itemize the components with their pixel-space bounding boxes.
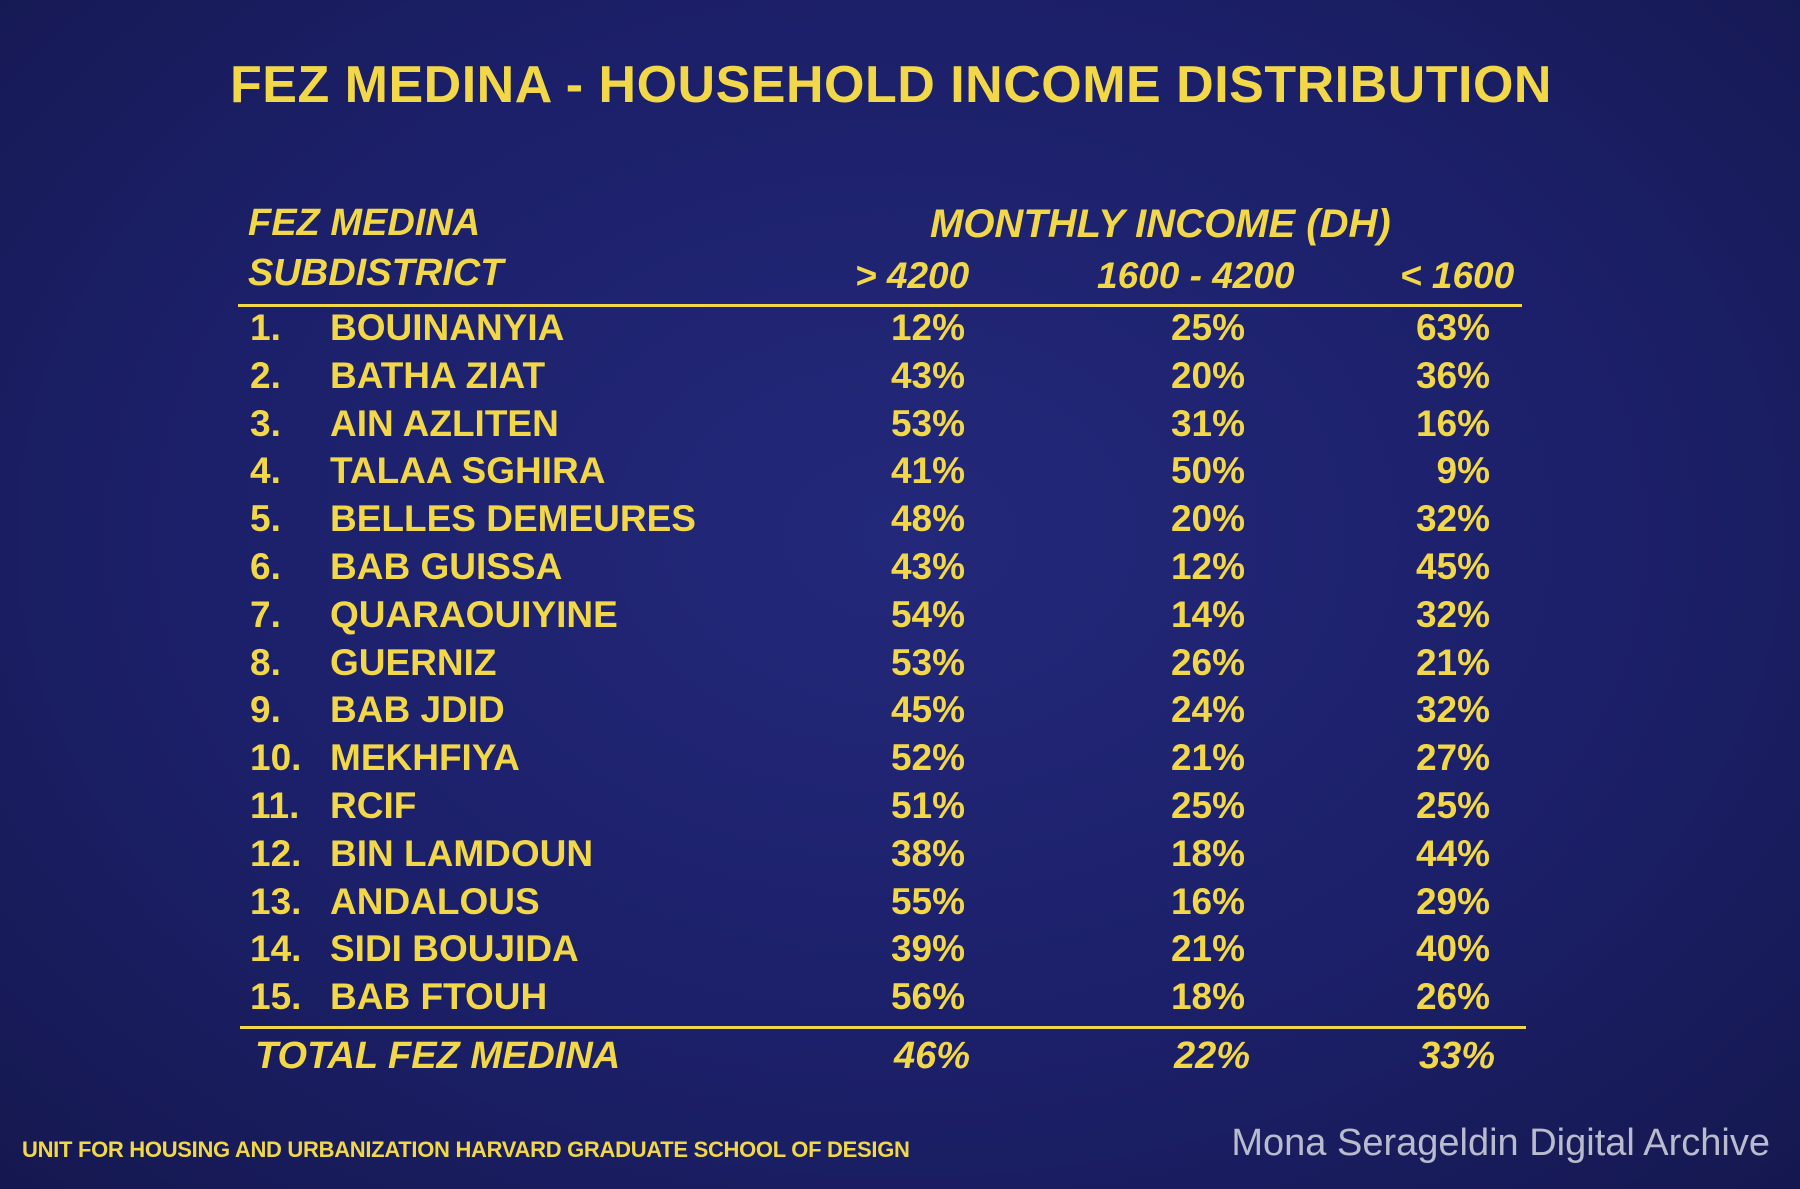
value-mid: 25% (1170, 784, 1245, 826)
subdistrict-name: QUARAOUIYINE (330, 593, 618, 635)
value-mid: 26% (1170, 641, 1245, 683)
value-mid: 20% (1170, 498, 1245, 540)
subdistrict-name: BIN LAMDOUN (330, 832, 594, 874)
value-mid: 24% (1170, 689, 1245, 731)
row-number: 2. (250, 354, 281, 396)
value-mid: 12% (1170, 545, 1245, 587)
value-low: 25% (1415, 784, 1490, 826)
row-number: 15. (250, 976, 302, 1018)
row-number: 13. (250, 880, 302, 922)
value-low: 26% (1415, 976, 1490, 1018)
value-low: 27% (1415, 737, 1490, 779)
table-row (0, 737, 1800, 785)
table-row (0, 833, 1800, 881)
value-low: 32% (1415, 689, 1490, 731)
table-row (0, 450, 1800, 498)
value-mid: 18% (1170, 832, 1245, 874)
table-row (0, 403, 1800, 451)
table-row (0, 594, 1800, 642)
value-low: 21% (1415, 641, 1490, 683)
column-header-mid: 1600 - 4200 (1097, 255, 1295, 296)
table-row (0, 498, 1800, 546)
value-mid: 25% (1170, 307, 1245, 348)
value-high: 53% (890, 641, 965, 683)
table-row (0, 928, 1800, 976)
subdistrict-name: BELLES DEMEURES (330, 498, 696, 540)
subdistrict-name: BAB JDID (330, 689, 505, 731)
value-high: 53% (890, 402, 965, 444)
total-value-mid: 22% (1173, 1035, 1250, 1077)
value-mid: 21% (1170, 928, 1245, 970)
value-high: 43% (890, 545, 965, 587)
table-row (0, 689, 1800, 737)
table-row (0, 546, 1800, 594)
value-high: 56% (890, 976, 965, 1018)
total-row (0, 1035, 1800, 1085)
value-mid: 16% (1170, 880, 1245, 922)
value-low: 40% (1415, 928, 1490, 970)
subdistrict-name: ANDALOUS (330, 880, 540, 922)
value-high: 39% (890, 928, 965, 970)
subdistrict-name: BATHA ZIAT (330, 354, 546, 396)
total-label: TOTAL FEZ MEDINA (255, 1035, 621, 1077)
subdistrict-name: RCIF (330, 784, 417, 826)
subdistrict-header-line1: FEZ MEDINA (248, 202, 481, 244)
value-low: 44% (1415, 832, 1490, 874)
credit-line: UNIT FOR HOUSING AND URBANIZATION HARVARD GRADUATE SCHOOL OF DESIGN (22, 1137, 910, 1162)
row-number: 14. (250, 928, 302, 970)
table-row (0, 307, 1800, 355)
subdistrict-header-line2: SUBDISTRICT (248, 252, 504, 294)
value-mid: 31% (1170, 402, 1245, 444)
value-mid: 18% (1170, 976, 1245, 1018)
value-mid: 21% (1170, 737, 1245, 779)
value-low: 32% (1415, 498, 1490, 540)
value-high: 45% (890, 689, 965, 731)
row-number: 3. (250, 402, 281, 444)
value-high: 48% (890, 498, 965, 540)
value-mid: 14% (1170, 593, 1245, 635)
table-row (0, 785, 1800, 833)
row-number: 8. (250, 641, 281, 683)
value-high: 43% (890, 354, 965, 396)
row-number: 1. (250, 307, 281, 348)
slide-title: FEZ MEDINA - HOUSEHOLD INCOME DISTRIBUTION (230, 56, 1552, 114)
row-number: 10. (250, 737, 302, 779)
subdistrict-name: GUERNIZ (330, 641, 497, 683)
value-low: 63% (1415, 307, 1490, 348)
value-high: 38% (890, 832, 965, 874)
subdistrict-name: BOUINANYIA (330, 307, 565, 348)
row-number: 4. (250, 450, 281, 492)
row-number: 9. (250, 689, 281, 731)
row-number: 6. (250, 545, 281, 587)
value-mid: 50% (1170, 450, 1245, 492)
value-high: 12% (890, 307, 965, 348)
table-row (0, 881, 1800, 929)
income-table-body (0, 307, 1800, 1024)
row-number: 5. (250, 498, 281, 540)
total-value-low: 33% (1418, 1035, 1495, 1077)
row-number: 11. (250, 784, 300, 826)
value-high: 41% (890, 450, 965, 492)
value-low: 45% (1415, 545, 1490, 587)
value-mid: 20% (1170, 354, 1245, 396)
column-header-low: < 1600 (1400, 255, 1515, 296)
subdistrict-name: TALAA SGHIRA (330, 450, 606, 492)
subdistrict-name: BAB FTOUH (330, 976, 548, 1018)
subdistrict-header (248, 198, 503, 298)
subdistrict-name: MEKHFIYA (330, 737, 520, 779)
total-divider (240, 1026, 1526, 1029)
value-high: 54% (890, 593, 965, 635)
value-low: 9% (1436, 450, 1490, 492)
table-row (0, 642, 1800, 690)
total-value-high: 46% (893, 1035, 970, 1077)
subdistrict-name: SIDI BOUJIDA (330, 928, 579, 970)
value-low: 36% (1415, 354, 1490, 396)
subdistrict-name: AIN AZLITEN (330, 402, 559, 444)
row-number: 7. (250, 593, 281, 635)
value-high: 51% (890, 784, 965, 826)
monthly-income-header: MONTHLY INCOME (DH) (930, 202, 1391, 246)
table-row (0, 976, 1800, 1024)
value-low: 16% (1415, 402, 1490, 444)
value-low: 32% (1415, 593, 1490, 635)
column-header-high: > 4200 (855, 255, 970, 296)
subdistrict-name: BAB GUISSA (330, 545, 563, 587)
row-number: 12. (250, 832, 302, 874)
value-low: 29% (1415, 880, 1490, 922)
value-high: 55% (890, 880, 965, 922)
table-row (0, 355, 1800, 403)
value-high: 52% (890, 737, 965, 779)
archive-watermark: Mona Serageldin Digital Archive (1231, 1122, 1770, 1164)
